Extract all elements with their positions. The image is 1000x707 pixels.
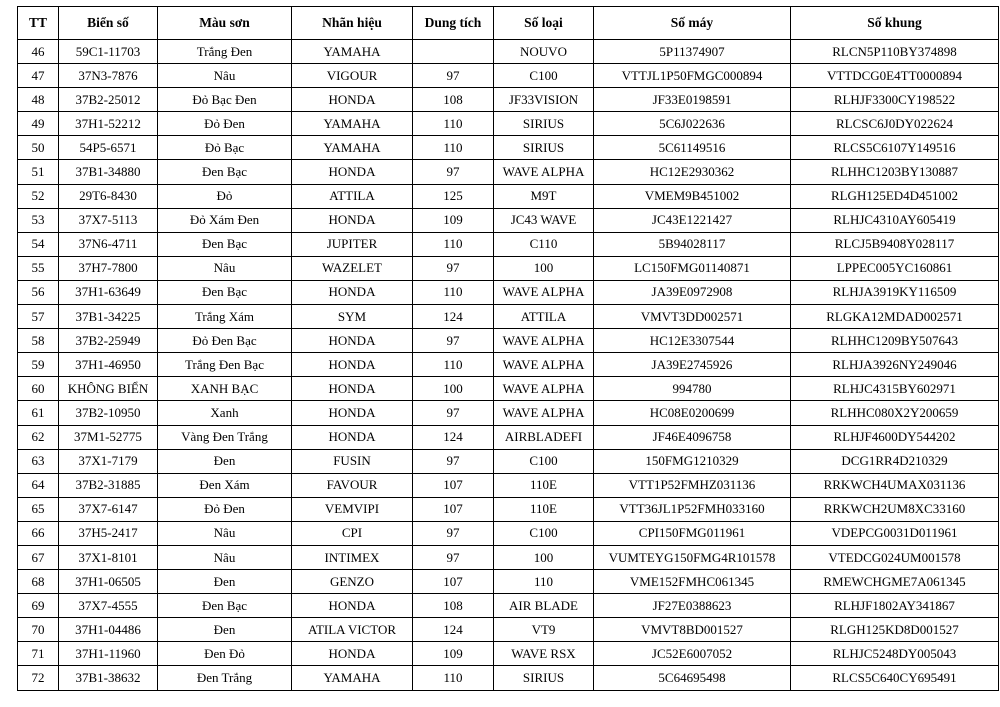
cell-engine-no: VTT1P52FMHZ031136 [594, 473, 791, 497]
table-row [18, 112, 999, 136]
cell-capacity: 97 [413, 329, 494, 353]
cell-capacity: 97 [413, 256, 494, 280]
cell-capacity: 124 [413, 618, 494, 642]
cell-brand: HONDA [292, 642, 413, 666]
cell-brand: HONDA [292, 160, 413, 184]
table-row [18, 618, 999, 642]
cell-engine-no: LC150FMG01140871 [594, 256, 791, 280]
cell-brand: GENZO [292, 570, 413, 594]
cell-model: 100 [494, 256, 594, 280]
cell-color: Đen Đỏ [158, 642, 292, 666]
cell-brand: YAMAHA [292, 136, 413, 160]
cell-frame-no: LPPEC005YC160861 [791, 256, 999, 280]
table-row [18, 497, 999, 521]
cell-plate: 37H1-11960 [59, 642, 158, 666]
cell-plate: 37B1-34880 [59, 160, 158, 184]
cell-capacity: 124 [413, 305, 494, 329]
cell-engine-no: 5C61149516 [594, 136, 791, 160]
cell-brand: YAMAHA [292, 40, 413, 64]
cell-capacity: 110 [413, 666, 494, 690]
cell-plate: 37H1-46950 [59, 353, 158, 377]
cell-color: Đỏ Bạc Đen [158, 88, 292, 112]
cell-model: ATTILA [494, 305, 594, 329]
cell-capacity: 110 [413, 232, 494, 256]
table-row [18, 136, 999, 160]
cell-frame-no: RLHJC4315BY602971 [791, 377, 999, 401]
cell-engine-no: VMVT3DD002571 [594, 305, 791, 329]
cell-frame-no: RLHJF1802AY341867 [791, 594, 999, 618]
cell-tt: 52 [18, 184, 59, 208]
cell-model: WAVE ALPHA [494, 377, 594, 401]
cell-plate: 37H1-63649 [59, 280, 158, 304]
cell-capacity: 97 [413, 545, 494, 569]
cell-brand: INTIMEX [292, 545, 413, 569]
cell-capacity: 124 [413, 425, 494, 449]
cell-brand: FAVOUR [292, 473, 413, 497]
table-row [18, 280, 999, 304]
cell-brand: HONDA [292, 88, 413, 112]
cell-frame-no: RLHHC080X2Y200659 [791, 401, 999, 425]
cell-capacity: 108 [413, 88, 494, 112]
cell-capacity: 97 [413, 401, 494, 425]
cell-brand: FUSIN [292, 449, 413, 473]
cell-engine-no: JF46E4096758 [594, 425, 791, 449]
table-row [18, 449, 999, 473]
cell-plate: KHÔNG BIỂN [59, 377, 158, 401]
cell-brand: HONDA [292, 329, 413, 353]
cell-plate: 37X7-4555 [59, 594, 158, 618]
cell-brand: HONDA [292, 377, 413, 401]
col-header-tt: TT [18, 7, 59, 40]
cell-frame-no: RLHJC5248DY005043 [791, 642, 999, 666]
cell-tt: 71 [18, 642, 59, 666]
cell-plate: 37M1-52775 [59, 425, 158, 449]
cell-color: Đỏ Xám Đen [158, 208, 292, 232]
cell-tt: 49 [18, 112, 59, 136]
cell-frame-no: RLGKA12MDAD002571 [791, 305, 999, 329]
col-header-frame-no: Số khung [791, 7, 999, 40]
cell-plate: 37N6-4711 [59, 232, 158, 256]
cell-color: Đỏ Bạc [158, 136, 292, 160]
cell-tt: 68 [18, 570, 59, 594]
cell-capacity: 97 [413, 64, 494, 88]
cell-tt: 60 [18, 377, 59, 401]
table-row [18, 305, 999, 329]
cell-tt: 72 [18, 666, 59, 690]
cell-plate: 37B1-34225 [59, 305, 158, 329]
cell-tt: 59 [18, 353, 59, 377]
cell-model: SIRIUS [494, 136, 594, 160]
cell-engine-no: JF33E0198591 [594, 88, 791, 112]
cell-engine-no: JA39E0972908 [594, 280, 791, 304]
cell-capacity: 97 [413, 521, 494, 545]
cell-brand: ATTILA [292, 184, 413, 208]
cell-model: C100 [494, 521, 594, 545]
table-row [18, 184, 999, 208]
cell-plate: 37B2-25949 [59, 329, 158, 353]
table-row [18, 353, 999, 377]
cell-plate: 37X1-7179 [59, 449, 158, 473]
cell-color: Đen Xám [158, 473, 292, 497]
cell-tt: 66 [18, 521, 59, 545]
cell-tt: 69 [18, 594, 59, 618]
cell-capacity: 109 [413, 208, 494, 232]
header-row [18, 7, 999, 40]
cell-color: Trắng Đen Bạc [158, 353, 292, 377]
table-row [18, 64, 999, 88]
cell-plate: 37X7-5113 [59, 208, 158, 232]
cell-engine-no: 994780 [594, 377, 791, 401]
cell-capacity: 107 [413, 570, 494, 594]
cell-tt: 57 [18, 305, 59, 329]
cell-brand: HONDA [292, 401, 413, 425]
cell-capacity: 108 [413, 594, 494, 618]
cell-capacity: 110 [413, 280, 494, 304]
cell-model: WAVE ALPHA [494, 353, 594, 377]
table-row [18, 329, 999, 353]
cell-frame-no: VTEDCG024UM001578 [791, 545, 999, 569]
cell-brand: YAMAHA [292, 666, 413, 690]
cell-frame-no: RLCS5C640CY695491 [791, 666, 999, 690]
cell-model: M9T [494, 184, 594, 208]
cell-brand: VIGOUR [292, 64, 413, 88]
cell-model: SIRIUS [494, 112, 594, 136]
vehicle-table-container [17, 6, 999, 691]
table-row [18, 594, 999, 618]
cell-tt: 63 [18, 449, 59, 473]
cell-frame-no: RLHHC1203BY130887 [791, 160, 999, 184]
cell-engine-no: 150FMG1210329 [594, 449, 791, 473]
cell-frame-no: RLHJA3919KY116509 [791, 280, 999, 304]
cell-model: WAVE ALPHA [494, 329, 594, 353]
cell-plate: 29T6-8430 [59, 184, 158, 208]
col-header-brand: Nhãn hiệu [292, 7, 413, 40]
cell-capacity: 125 [413, 184, 494, 208]
cell-frame-no: VDEPCG0031D011961 [791, 521, 999, 545]
cell-color: Đen [158, 449, 292, 473]
col-header-model: Số loại [494, 7, 594, 40]
cell-capacity: 109 [413, 642, 494, 666]
cell-brand: HONDA [292, 594, 413, 618]
cell-frame-no: RMEWCHGME7A061345 [791, 570, 999, 594]
table-row [18, 473, 999, 497]
cell-capacity: 100 [413, 377, 494, 401]
cell-model: C100 [494, 449, 594, 473]
cell-engine-no: 5B94028117 [594, 232, 791, 256]
cell-model: 110E [494, 497, 594, 521]
cell-brand: WAZELET [292, 256, 413, 280]
table-row [18, 570, 999, 594]
cell-tt: 64 [18, 473, 59, 497]
cell-color: Đỏ [158, 184, 292, 208]
cell-color: Đen Bạc [158, 232, 292, 256]
cell-model: AIR BLADE [494, 594, 594, 618]
table-row [18, 401, 999, 425]
table-row [18, 521, 999, 545]
table-row [18, 545, 999, 569]
cell-tt: 65 [18, 497, 59, 521]
cell-plate: 37X1-8101 [59, 545, 158, 569]
cell-frame-no: RLCJ5B9408Y028117 [791, 232, 999, 256]
cell-model: 110 [494, 570, 594, 594]
cell-capacity: 97 [413, 160, 494, 184]
cell-model: WAVE ALPHA [494, 160, 594, 184]
cell-tt: 67 [18, 545, 59, 569]
cell-frame-no: VTTDCG0E4TT0000894 [791, 64, 999, 88]
cell-model: JF33VISION [494, 88, 594, 112]
cell-frame-no: RLHJF3300CY198522 [791, 88, 999, 112]
cell-color: Nâu [158, 545, 292, 569]
cell-engine-no: JC52E6007052 [594, 642, 791, 666]
cell-plate: 37B2-25012 [59, 88, 158, 112]
col-header-engine-no: Số máy [594, 7, 791, 40]
cell-model: WAVE RSX [494, 642, 594, 666]
col-header-capacity: Dung tích [413, 7, 494, 40]
cell-model: VT9 [494, 618, 594, 642]
cell-plate: 54P5-6571 [59, 136, 158, 160]
cell-engine-no: JF27E0388623 [594, 594, 791, 618]
cell-model: 100 [494, 545, 594, 569]
cell-engine-no: VMEM9B451002 [594, 184, 791, 208]
cell-capacity: 110 [413, 136, 494, 160]
cell-tt: 51 [18, 160, 59, 184]
cell-brand: HONDA [292, 208, 413, 232]
cell-plate: 37N3-7876 [59, 64, 158, 88]
cell-plate: 37H5-2417 [59, 521, 158, 545]
cell-brand: VEMVIPI [292, 497, 413, 521]
cell-frame-no: RLHJF4600DY544202 [791, 425, 999, 449]
cell-engine-no: CPI150FMG011961 [594, 521, 791, 545]
cell-frame-no: RLCSC6J0DY022624 [791, 112, 999, 136]
cell-frame-no: RLCN5P110BY374898 [791, 40, 999, 64]
cell-tt: 50 [18, 136, 59, 160]
cell-engine-no: VTTJL1P50FMGC000894 [594, 64, 791, 88]
cell-model: JC43 WAVE [494, 208, 594, 232]
cell-tt: 70 [18, 618, 59, 642]
cell-engine-no: VME152FMHC061345 [594, 570, 791, 594]
cell-tt: 53 [18, 208, 59, 232]
cell-color: Đỏ Đen [158, 112, 292, 136]
cell-tt: 48 [18, 88, 59, 112]
cell-engine-no: HC08E0200699 [594, 401, 791, 425]
table-row [18, 666, 999, 690]
cell-plate: 37H1-04486 [59, 618, 158, 642]
cell-brand: HONDA [292, 353, 413, 377]
table-row [18, 40, 999, 64]
cell-engine-no: VTT36JL1P52FMH033160 [594, 497, 791, 521]
cell-engine-no: 5C64695498 [594, 666, 791, 690]
cell-engine-no: JA39E2745926 [594, 353, 791, 377]
cell-brand: SYM [292, 305, 413, 329]
table-row [18, 232, 999, 256]
table-row [18, 88, 999, 112]
cell-capacity: 97 [413, 449, 494, 473]
cell-capacity: 107 [413, 473, 494, 497]
cell-capacity: 110 [413, 112, 494, 136]
cell-plate: 59C1-11703 [59, 40, 158, 64]
cell-engine-no: 5C6J022636 [594, 112, 791, 136]
cell-capacity: 110 [413, 353, 494, 377]
cell-frame-no: DCG1RR4D210329 [791, 449, 999, 473]
cell-color: Nâu [158, 521, 292, 545]
cell-brand: HONDA [292, 280, 413, 304]
cell-engine-no: VMVT8BD001527 [594, 618, 791, 642]
cell-tt: 61 [18, 401, 59, 425]
cell-color: Đỏ Đen [158, 497, 292, 521]
cell-plate: 37B2-31885 [59, 473, 158, 497]
cell-engine-no: JC43E1221427 [594, 208, 791, 232]
cell-model: SIRIUS [494, 666, 594, 690]
cell-tt: 46 [18, 40, 59, 64]
cell-model: AIRBLADEFI [494, 425, 594, 449]
cell-model: 110E [494, 473, 594, 497]
col-header-plate: Biển số [59, 7, 158, 40]
cell-frame-no: RLHJA3926NY249046 [791, 353, 999, 377]
cell-color: XANH BẠC [158, 377, 292, 401]
cell-plate: 37H7-7800 [59, 256, 158, 280]
cell-frame-no: RLGH125ED4D451002 [791, 184, 999, 208]
cell-frame-no: RLGH125KD8D001527 [791, 618, 999, 642]
cell-brand: YAMAHA [292, 112, 413, 136]
cell-color: Vàng Đen Trắng [158, 425, 292, 449]
table-row [18, 208, 999, 232]
cell-color: Đen Bạc [158, 160, 292, 184]
cell-frame-no: RLHHC1209BY507643 [791, 329, 999, 353]
cell-color: Đen Bạc [158, 280, 292, 304]
cell-model: WAVE ALPHA [494, 401, 594, 425]
cell-plate: 37H1-52212 [59, 112, 158, 136]
cell-frame-no: RLCS5C6107Y149516 [791, 136, 999, 160]
cell-tt: 58 [18, 329, 59, 353]
cell-tt: 55 [18, 256, 59, 280]
cell-frame-no: RRKWCH4UMAX031136 [791, 473, 999, 497]
cell-color: Đỏ Đen Bạc [158, 329, 292, 353]
cell-frame-no: RLHJC4310AY605419 [791, 208, 999, 232]
cell-capacity: 107 [413, 497, 494, 521]
cell-color: Đen [158, 570, 292, 594]
vehicle-table [17, 6, 999, 691]
cell-brand: HONDA [292, 425, 413, 449]
cell-model: WAVE ALPHA [494, 280, 594, 304]
col-header-color: Màu sơn [158, 7, 292, 40]
cell-tt: 54 [18, 232, 59, 256]
cell-color: Trắng Đen [158, 40, 292, 64]
cell-plate: 37X7-6147 [59, 497, 158, 521]
cell-plate: 37B1-38632 [59, 666, 158, 690]
cell-engine-no: 5P11374907 [594, 40, 791, 64]
table-row [18, 642, 999, 666]
cell-color: Xanh [158, 401, 292, 425]
cell-engine-no: HC12E3307544 [594, 329, 791, 353]
cell-model: NOUVO [494, 40, 594, 64]
cell-capacity [413, 40, 494, 64]
cell-color: Đen Trắng [158, 666, 292, 690]
cell-engine-no: VUMTEYG150FMG4R101578 [594, 545, 791, 569]
cell-tt: 62 [18, 425, 59, 449]
cell-tt: 47 [18, 64, 59, 88]
cell-color: Nâu [158, 64, 292, 88]
table-row [18, 256, 999, 280]
cell-model: C110 [494, 232, 594, 256]
cell-color: Đen [158, 618, 292, 642]
cell-color: Đen Bạc [158, 594, 292, 618]
table-row [18, 160, 999, 184]
cell-engine-no: HC12E2930362 [594, 160, 791, 184]
cell-frame-no: RRKWCH2UM8XC33160 [791, 497, 999, 521]
cell-brand: JUPITER [292, 232, 413, 256]
table-row [18, 377, 999, 401]
table-row [18, 425, 999, 449]
cell-brand: CPI [292, 521, 413, 545]
cell-plate: 37H1-06505 [59, 570, 158, 594]
cell-color: Trắng Xám [158, 305, 292, 329]
cell-plate: 37B2-10950 [59, 401, 158, 425]
cell-color: Nâu [158, 256, 292, 280]
cell-tt: 56 [18, 280, 59, 304]
cell-brand: ATILA VICTOR [292, 618, 413, 642]
cell-model: C100 [494, 64, 594, 88]
